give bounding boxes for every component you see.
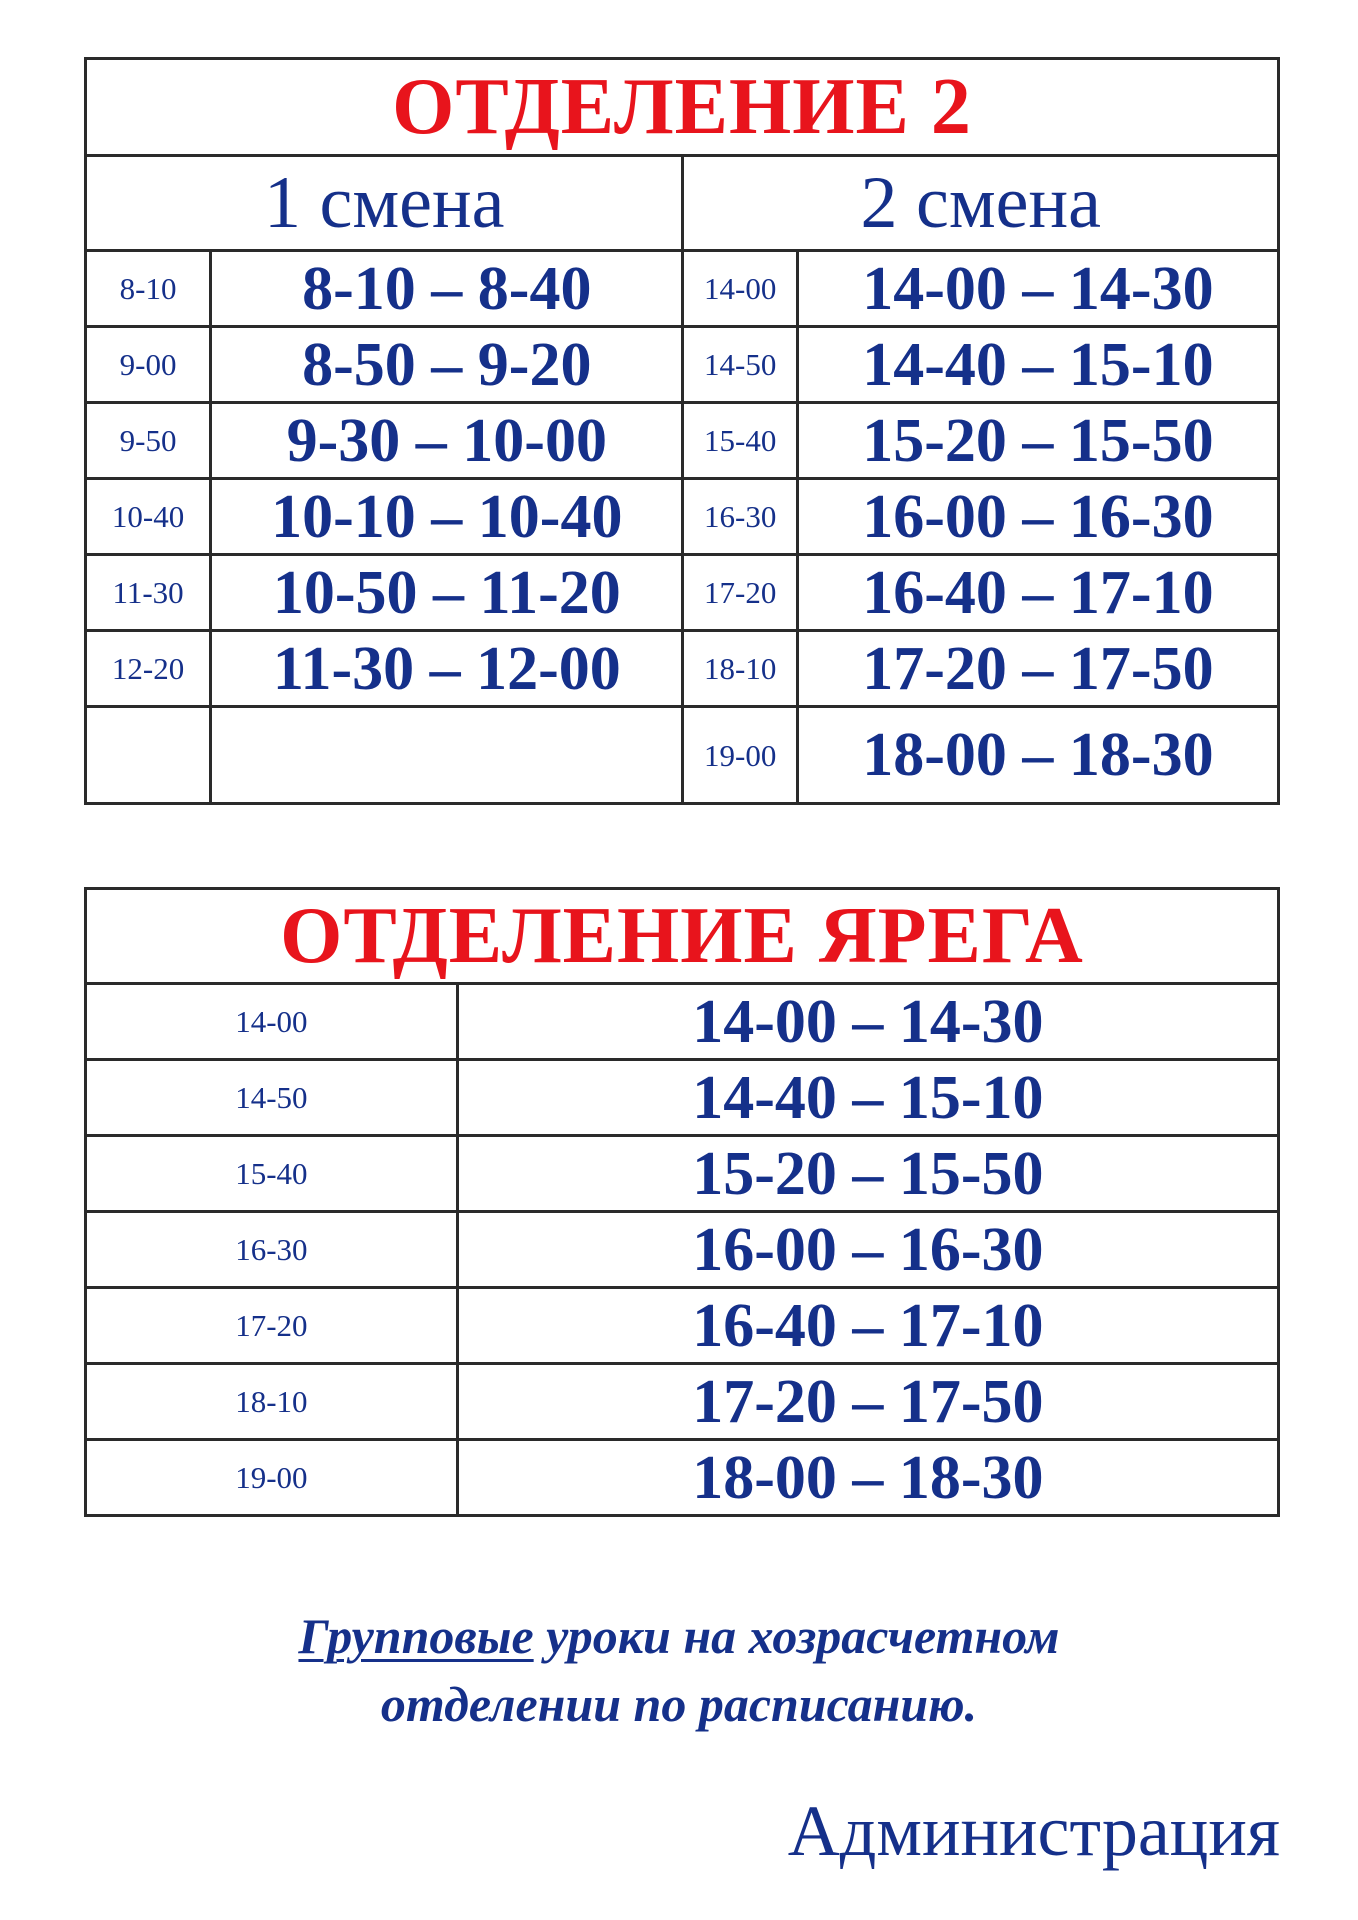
yarega-start-time: 16-30 bbox=[87, 1213, 456, 1286]
shift-2-time-range: 16-40 – 17-10 bbox=[799, 556, 1277, 629]
note-line-1 bbox=[0, 1602, 1358, 1670]
table-row bbox=[87, 252, 1277, 325]
shift-2-time-range: 15-20 – 15-50 bbox=[799, 404, 1277, 477]
administration-signature: Администрация bbox=[787, 1791, 1280, 1871]
shift-1-time-range: 10-50 – 11-20 bbox=[212, 556, 681, 629]
table-row bbox=[87, 328, 1277, 401]
shift-1-time-range: 9-30 – 10-00 bbox=[212, 404, 681, 477]
shift-1-header: 1 смена bbox=[87, 157, 681, 249]
yarega-time-range: 14-40 – 15-10 bbox=[459, 1061, 1277, 1134]
shift-1-time-range: 8-50 – 9-20 bbox=[212, 328, 681, 401]
shift-1-start-time: 8-10 bbox=[87, 252, 209, 325]
shift-2-start-time: 16-30 bbox=[684, 480, 795, 553]
group-lessons-note bbox=[0, 1602, 1358, 1738]
yarega-time-range: 16-00 – 16-30 bbox=[459, 1213, 1277, 1286]
table-row bbox=[87, 1061, 1277, 1134]
table-row bbox=[87, 1365, 1277, 1438]
yarega-start-time: 18-10 bbox=[87, 1365, 456, 1438]
shift-2-start-time: 14-00 bbox=[684, 252, 795, 325]
table-row bbox=[87, 1289, 1277, 1362]
table-row bbox=[87, 632, 1277, 705]
yarega-time-range: 15-20 – 15-50 bbox=[459, 1137, 1277, 1210]
yarega-start-time: 14-00 bbox=[87, 985, 456, 1058]
shift-2-time-range: 14-00 – 14-30 bbox=[799, 252, 1277, 325]
table-row bbox=[87, 985, 1277, 1058]
shift-1-time-range bbox=[212, 708, 681, 802]
shift-1-start-time: 9-00 bbox=[87, 328, 209, 401]
shift-1-start-time: 9-50 bbox=[87, 404, 209, 477]
shift-1-start-time: 12-20 bbox=[87, 632, 209, 705]
yarega-start-time: 14-50 bbox=[87, 1061, 456, 1134]
yarega-start-time: 19-00 bbox=[87, 1441, 456, 1514]
shift-2-time-range: 18-00 – 18-30 bbox=[799, 708, 1277, 802]
yarega-time-range: 14-00 – 14-30 bbox=[459, 985, 1277, 1058]
table-row bbox=[87, 708, 1277, 802]
schedule-table-yarega bbox=[84, 887, 1280, 1517]
table-row bbox=[87, 1213, 1277, 1286]
schedule-table-department-2 bbox=[84, 57, 1280, 805]
table-row bbox=[87, 480, 1277, 553]
shift-2-start-time: 14-50 bbox=[684, 328, 795, 401]
shift-1-start-time bbox=[87, 708, 209, 802]
table-row bbox=[87, 556, 1277, 629]
shift-2-header: 2 смена bbox=[684, 157, 1277, 249]
shift-2-start-time: 15-40 bbox=[684, 404, 795, 477]
note-line-2: отделении по расписанию. bbox=[380, 1676, 978, 1732]
shift-2-time-range: 14-40 – 15-10 bbox=[799, 328, 1277, 401]
note-underlined-word: Групповые bbox=[298, 1608, 534, 1664]
yarega-start-time: 15-40 bbox=[87, 1137, 456, 1210]
shift-1-time-range: 11-30 – 12-00 bbox=[212, 632, 681, 705]
note-line-1-rest: уроки на хозрасчетном bbox=[533, 1608, 1060, 1664]
shift-1-start-time: 11-30 bbox=[87, 556, 209, 629]
yarega-title: ОТДЕЛЕНИЕ ЯРЕГА bbox=[87, 890, 1277, 982]
yarega-time-range: 17-20 – 17-50 bbox=[459, 1365, 1277, 1438]
yarega-start-time: 17-20 bbox=[87, 1289, 456, 1362]
shift-2-start-time: 17-20 bbox=[684, 556, 795, 629]
table-row bbox=[87, 1441, 1277, 1514]
shift-2-time-range: 16-00 – 16-30 bbox=[799, 480, 1277, 553]
shift-2-time-range: 17-20 – 17-50 bbox=[799, 632, 1277, 705]
shift-1-time-range: 10-10 – 10-40 bbox=[212, 480, 681, 553]
shift-2-start-time: 18-10 bbox=[684, 632, 795, 705]
shift-2-start-time: 19-00 bbox=[684, 708, 795, 802]
yarega-time-range: 16-40 – 17-10 bbox=[459, 1289, 1277, 1362]
yarega-time-range: 18-00 – 18-30 bbox=[459, 1441, 1277, 1514]
department-2-title: ОТДЕЛЕНИЕ 2 bbox=[87, 60, 1277, 154]
table-row bbox=[87, 404, 1277, 477]
shift-1-time-range: 8-10 – 8-40 bbox=[212, 252, 681, 325]
table-row bbox=[87, 1137, 1277, 1210]
shift-1-start-time: 10-40 bbox=[87, 480, 209, 553]
